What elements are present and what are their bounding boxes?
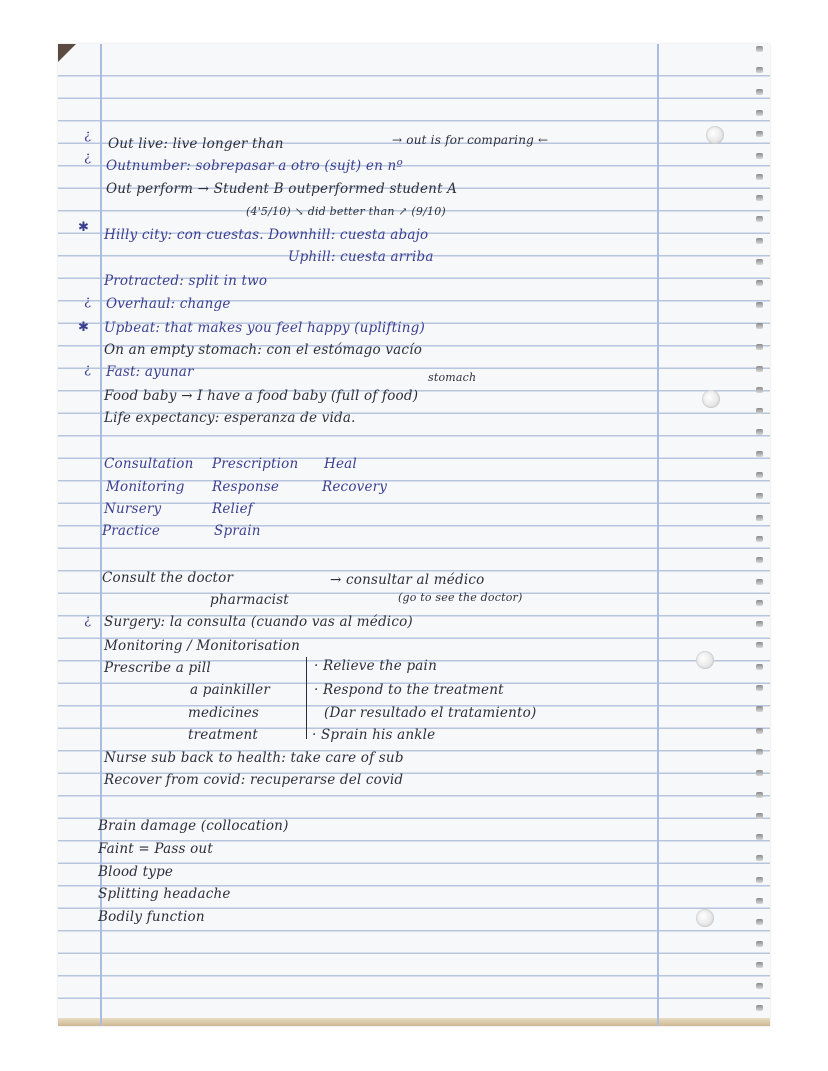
question-mark: ¿: [84, 613, 91, 628]
question-mark: ¿: [84, 128, 91, 143]
spiral-coil: [756, 898, 763, 904]
vocab-word: Response: [212, 479, 280, 495]
note-line: (4'5/10) ↘ did better than ↗ (9/10): [246, 205, 446, 218]
note-line: stomach: [428, 371, 477, 384]
spiral-coil: [756, 408, 763, 414]
note-line: → consultar al médico: [330, 572, 485, 588]
spiral-coil: [756, 792, 763, 798]
question-mark: ¿: [84, 294, 91, 309]
note-line: Overhaul: change: [106, 296, 231, 312]
spiral-binding: [752, 40, 772, 1020]
spiral-coil: [756, 728, 763, 734]
note-line: Nurse sub back to health: take care of sub: [104, 750, 404, 766]
spiral-coil: [756, 302, 763, 308]
vocab-word: Heal: [324, 456, 357, 472]
note-line: On an empty stomach: con el estómago vacío: [104, 342, 423, 358]
spiral-coil: [756, 259, 763, 265]
note-line: Out perform → Student B outperformed student A: [106, 181, 458, 197]
note-line: Bodily function: [98, 909, 205, 925]
right-margin-line: [657, 44, 659, 1026]
spiral-coil: [756, 642, 763, 648]
page-bottom-edge: [58, 1018, 770, 1026]
spiral-coil: [756, 515, 763, 521]
punch-hole: [696, 909, 714, 927]
note-line: (Dar resultado el tratamiento): [324, 705, 537, 721]
vocab-word: Nursery: [104, 501, 162, 517]
spiral-coil: [756, 216, 763, 222]
note-line: Fast: ayunar: [106, 364, 194, 380]
vocab-word: Practice: [102, 523, 161, 539]
note-line: Protracted: split in two: [104, 273, 268, 289]
note-line: Prescribe a pill: [104, 660, 211, 676]
question-mark: ¿: [84, 362, 91, 377]
note-line: · Respond to the treatment: [314, 682, 504, 698]
spiral-coil: [756, 153, 763, 159]
note-line: Recover from covid: recuperarse del covid: [104, 772, 404, 788]
vocab-word: Relief: [212, 501, 253, 517]
spiral-coil: [756, 706, 763, 712]
spiral-coil: [756, 366, 763, 372]
note-line: Consult the doctor: [102, 570, 234, 586]
note-line: a painkiller: [190, 682, 271, 698]
vocab-word: Prescription: [212, 456, 299, 472]
note-line: Upbeat: that makes you feel happy (uplifting): [104, 320, 425, 336]
spiral-coil: [756, 238, 763, 244]
spiral-coil: [756, 110, 763, 116]
spiral-coil: [756, 983, 763, 989]
note-line: medicines: [188, 705, 260, 721]
note-line: pharmacist: [210, 592, 289, 608]
spiral-coil: [756, 557, 763, 563]
note-line: Life expectancy: esperanza de vida.: [104, 410, 356, 426]
vocab-word: Consultation: [104, 456, 194, 472]
spiral-coil: [756, 877, 763, 883]
spiral-coil: [756, 67, 763, 73]
star-mark: ✱: [78, 320, 89, 335]
note-line: Blood type: [98, 864, 174, 880]
note-line: Out live: live longer than: [108, 136, 284, 152]
punch-hole: [696, 651, 714, 669]
note-line: · Sprain his ankle: [312, 727, 436, 743]
spiral-coil: [756, 919, 763, 925]
spiral-coil: [756, 89, 763, 95]
spiral-coil: [756, 941, 763, 947]
spiral-coil: [756, 579, 763, 585]
spiral-coil: [756, 174, 763, 180]
note-line: treatment: [188, 727, 259, 743]
note-line: Monitoring / Monitorisation: [104, 638, 300, 654]
question-mark: ¿: [84, 150, 91, 165]
spiral-coil: [756, 323, 763, 329]
spiral-coil: [756, 429, 763, 435]
punch-hole: [706, 126, 724, 144]
note-line: Faint = Pass out: [98, 841, 213, 857]
spiral-coil: [756, 536, 763, 542]
spiral-coil: [756, 600, 763, 606]
spiral-coil: [756, 451, 763, 457]
note-line: Surgery: la consulta (cuando vas al médico): [104, 614, 413, 630]
spiral-coil: [756, 387, 763, 393]
spiral-coil: [756, 344, 763, 350]
spiral-coil: [756, 1005, 763, 1011]
spiral-coil: [756, 131, 763, 137]
spiral-coil: [756, 855, 763, 861]
spiral-coil: [756, 664, 763, 670]
spiral-coil: [756, 621, 763, 627]
note-line: Outnumber: sobrepasar a otro (sujt) en nº: [106, 158, 403, 174]
page-corner: [58, 44, 76, 62]
spiral-coil: [756, 834, 763, 840]
spiral-coil: [756, 749, 763, 755]
spiral-coil: [756, 813, 763, 819]
note-line: Uphill: cuesta arriba: [288, 249, 434, 265]
vocab-word: Recovery: [322, 479, 388, 495]
star-mark: ✱: [78, 220, 89, 235]
vocab-word: Monitoring: [106, 479, 185, 495]
note-line: Food baby → I have a food baby (full of food): [104, 388, 419, 404]
note-line: Hilly city: con cuestas. Downhill: cuesta abajo: [104, 227, 429, 243]
note-line: → out is for comparing ←: [392, 133, 549, 147]
spiral-coil: [756, 962, 763, 968]
note-line: (go to see the doctor): [398, 591, 523, 604]
spiral-coil: [756, 280, 763, 286]
vocab-word: Sprain: [214, 523, 261, 539]
spiral-coil: [756, 195, 763, 201]
note-line: Brain damage (collocation): [98, 818, 289, 834]
spiral-coil: [756, 770, 763, 776]
spiral-coil: [756, 493, 763, 499]
spiral-coil: [756, 472, 763, 478]
spiral-coil: [756, 46, 763, 52]
punch-hole: [702, 390, 720, 408]
bracket-line: [306, 657, 307, 739]
spiral-coil: [756, 685, 763, 691]
note-line: · Relieve the pain: [314, 658, 437, 674]
note-line: Splitting headache: [98, 886, 231, 902]
